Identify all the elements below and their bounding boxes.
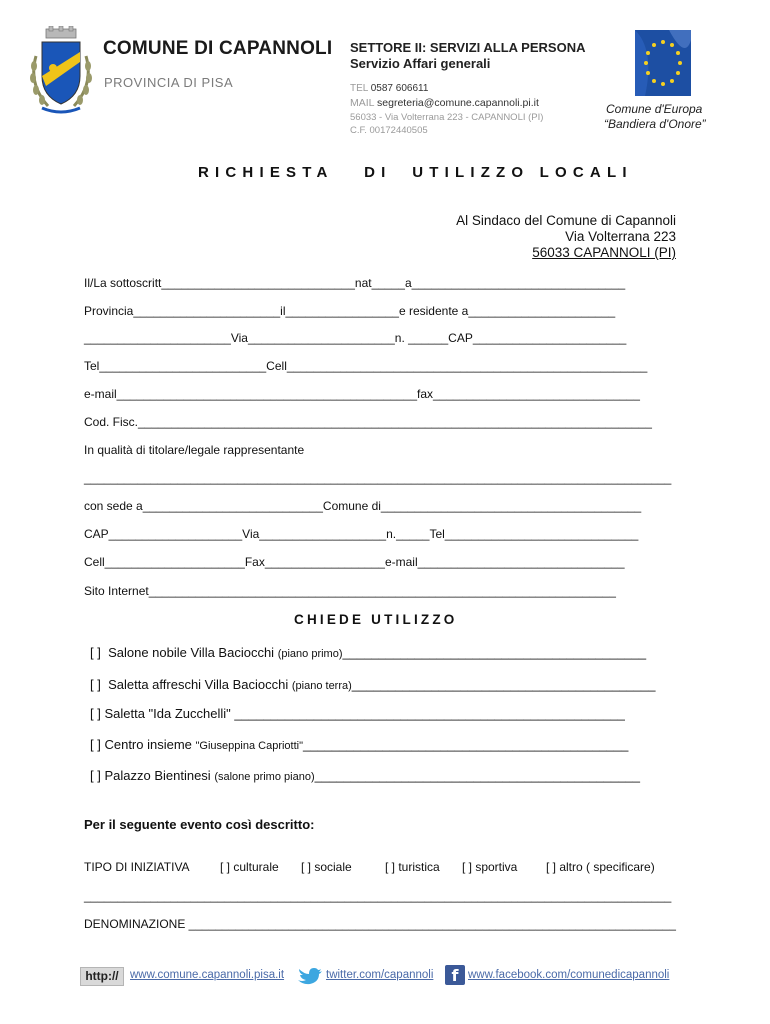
department-subtitle: Servizio Affari generali: [350, 56, 491, 71]
department-title: SETTORE II: SERVIZI ALLA PERSONA: [350, 40, 586, 55]
option-name: Saletta affreschi Villa Baciocchi: [108, 677, 289, 692]
recipient-line1: Al Sindaco del Comune di Capannoli: [456, 213, 676, 228]
eu-caption-line1: Comune d'Europa: [606, 102, 703, 116]
option-line[interactable]: _____________________________________________: [303, 737, 629, 752]
field-tel-cell[interactable]: Tel_________________________Cell______________________________________________________: [84, 359, 648, 373]
tipo-culturale-checkbox[interactable]: [ ] culturale: [220, 860, 279, 874]
mail-value[interactable]: segreteria@comune.capannoli.pi.it: [377, 97, 539, 109]
option-line[interactable]: __________________________________________: [342, 645, 647, 660]
tipo-sociale-checkbox[interactable]: [ ] sociale: [301, 860, 352, 874]
tipo-sportiva-checkbox[interactable]: [ ] sportiva: [462, 860, 518, 874]
field-sottoscritto[interactable]: Il/La sottoscritt_____________________________nat_____a________________________________: [84, 276, 626, 290]
option-detail: (salone primo piano): [214, 771, 315, 783]
field-sito-internet[interactable]: Sito Internet______________________________________________________________________: [84, 584, 616, 598]
twitter-bird-icon: [296, 966, 322, 986]
tipo-altro-checkbox[interactable]: [ ] altro ( specificare): [546, 860, 655, 874]
field-qualita-blank[interactable]: ________________________________________________________________________________________: [84, 471, 672, 485]
option-saletta-zucchelli[interactable]: [90, 706, 625, 721]
eu-caption-line2: “Bandiera d'Onore”: [604, 117, 706, 131]
field-tipo-specifica[interactable]: ________________________________________________________________________________________: [84, 889, 672, 903]
option-name: Saletta "Ida Zucchelli": [104, 706, 231, 721]
field-sede-comune[interactable]: con sede a___________________________Comune di_______________________________________: [84, 499, 642, 513]
facebook-icon: f: [445, 965, 465, 985]
field-codice-fiscale[interactable]: Cod. Fisc._____________________________________________________________________________: [84, 415, 652, 429]
option-salone-nobile[interactable]: [90, 645, 646, 660]
option-checkbox[interactable]: [ ]: [90, 645, 101, 660]
option-checkbox[interactable]: [ ]: [90, 677, 101, 692]
field-cell-fax-email[interactable]: Cell_____________________Fax__________________e-mail_______________________________: [84, 555, 625, 569]
org-province: PROVINCIA DI PISA: [104, 75, 234, 90]
option-line[interactable]: _____________________________________________: [314, 768, 640, 783]
http-badge: http://: [80, 967, 124, 986]
option-detail: (piano terra): [291, 680, 352, 692]
tipo-label: TIPO DI INIZIATIVA: [84, 860, 190, 874]
facebook-link[interactable]: www.facebook.com/comunedicapannoli: [468, 969, 670, 981]
tel-label: TEL: [350, 83, 368, 94]
field-denominazione[interactable]: DENOMINAZIONE _________________________________________________________________________: [84, 917, 676, 931]
office-address: 56033 - Via Volterrana 223 - CAPANNOLI (PI): [350, 112, 544, 123]
footer-links: [80, 964, 680, 988]
option-checkbox[interactable]: [ ]: [90, 737, 101, 752]
recipient-address: [456, 213, 676, 261]
field-provincia[interactable]: Provincia______________________il_________________e residente a______________________: [84, 304, 616, 318]
mail-line: [350, 97, 539, 109]
option-saletta-affreschi[interactable]: [90, 677, 655, 692]
option-line[interactable]: ______________________________________________________: [234, 706, 625, 721]
label-qualita: In qualità di titolare/legale rappresentante: [84, 443, 305, 457]
tel-value: 0587 606611: [370, 83, 429, 94]
event-section-title: Per il seguente evento così descritto:: [84, 817, 315, 832]
recipient-line3: 56033 CAPANNOLI (PI): [532, 245, 676, 260]
option-detail: (piano primo): [277, 648, 343, 660]
twitter-link[interactable]: twitter.com/capannoli: [326, 969, 434, 981]
chiede-utilizzo-title: CHIEDE UTILIZZO: [294, 612, 458, 627]
option-name: Palazzo Bientinesi: [104, 768, 211, 783]
field-email-fax[interactable]: e-mail_____________________________________________fax_______________________________: [84, 387, 640, 401]
option-name: Salone nobile Villa Baciocchi: [108, 645, 275, 660]
tipo-turistica-checkbox[interactable]: [ ] turistica: [385, 860, 440, 874]
mail-label: MAIL: [350, 97, 375, 109]
option-name: Centro insieme: [104, 737, 192, 752]
document-title: RICHIESTA DI UTILIZZO LOCALI: [198, 164, 633, 181]
option-palazzo-bientinesi[interactable]: [90, 768, 640, 783]
org-name: COMUNE DI CAPANNOLI: [103, 38, 333, 59]
field-via-cap[interactable]: ______________________Via______________________n. ______CAP_______________________: [84, 331, 627, 345]
option-checkbox[interactable]: [ ]: [90, 706, 101, 721]
fiscal-code: C.F. 00172440505: [350, 125, 428, 136]
recipient-line2: Via Volterrana 223: [565, 229, 676, 244]
telephone-line: [350, 83, 428, 94]
comune-crest-icon: [28, 26, 94, 120]
option-centro-insieme[interactable]: [90, 737, 628, 752]
field-cap-via-tel[interactable]: CAP____________________Via___________________n._____Tel_____________________________: [84, 527, 639, 541]
option-checkbox[interactable]: [ ]: [90, 768, 101, 783]
option-detail: "Giuseppina Capriotti": [195, 740, 304, 752]
option-line[interactable]: __________________________________________: [351, 677, 656, 692]
website-link[interactable]: www.comune.capannoli.pisa.it: [130, 969, 285, 981]
eu-flag-icon: [635, 30, 691, 96]
